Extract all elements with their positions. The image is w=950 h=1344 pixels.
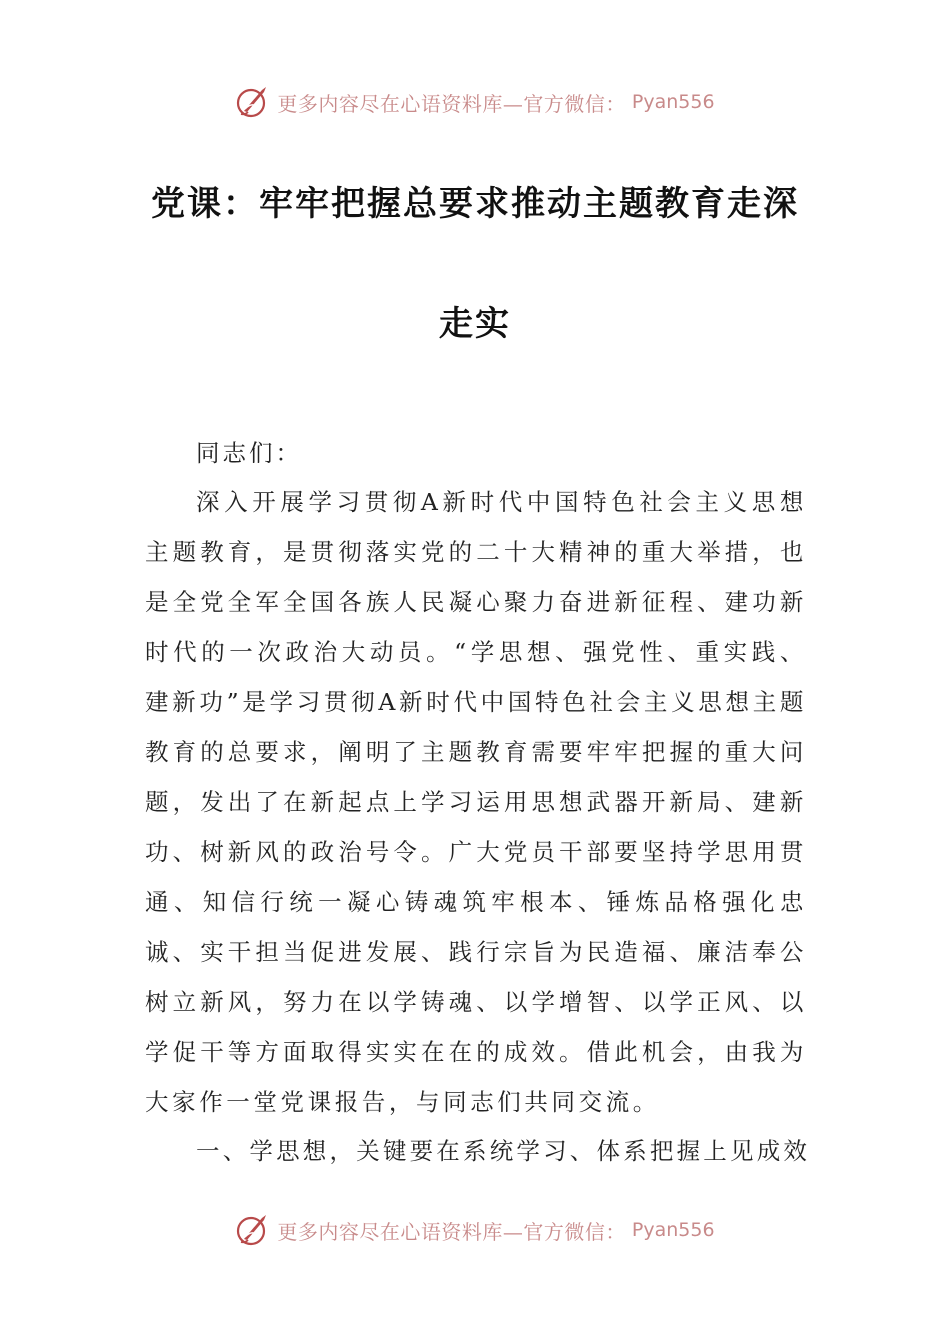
document-title-line-2: 走实: [439, 304, 511, 344]
header-banner-text: 更多内容尽在心语资料库—官方微信：: [277, 91, 626, 116]
header-banner: [0, 82, 950, 122]
greeting: 同志们：: [196, 439, 302, 467]
quill-logo-icon: [235, 84, 271, 120]
footer-banner-wechat-id: Pyan556: [631, 1219, 715, 1241]
quill-logo-icon: [235, 1212, 271, 1248]
footer-banner-text: 更多内容尽在心语资料库—官方微信：: [277, 1219, 626, 1244]
body-paragraph: 深入开展学习贯彻A新时代中国特色社会主义思想主题教育，是贯彻落实党的二十大精神的重大举措，也是全党全军全国各族人民凝心聚力奋进新征程、建功新时代的一次政治大动员。“学思想、强党性、重实践、建新功”是学习贯彻A新时代中国特色社会主义思想主题教育的总要求，阐明了主题教育需要牢牢把握的重大问题，发出了在新起点上学习运用思想武器开新局、建新功、树新风的政治号令。广大党员干部要坚持学思用贯通、知信行统一凝心铸魂筑牢根本、锤炼品格强化忠诚、实干担当促进发展、践行宗旨为民造福、廉洁奉公树立新风，努力在以学铸魂、以学增智、以学正风、以学促干等方面取得实实在在的成效。借此机会，由我为大家作一堂党课报告，与同志们共同交流。: [145, 488, 807, 1116]
document-title-line-1: 党课：牢牢把握总要求推动主题教育走深: [151, 184, 799, 224]
header-banner-wechat-id: Pyan556: [631, 91, 715, 113]
footer-banner: [0, 1210, 950, 1250]
section-heading-1: 一、学思想，关键要在系统学习、体系把握上见成效: [196, 1137, 811, 1165]
